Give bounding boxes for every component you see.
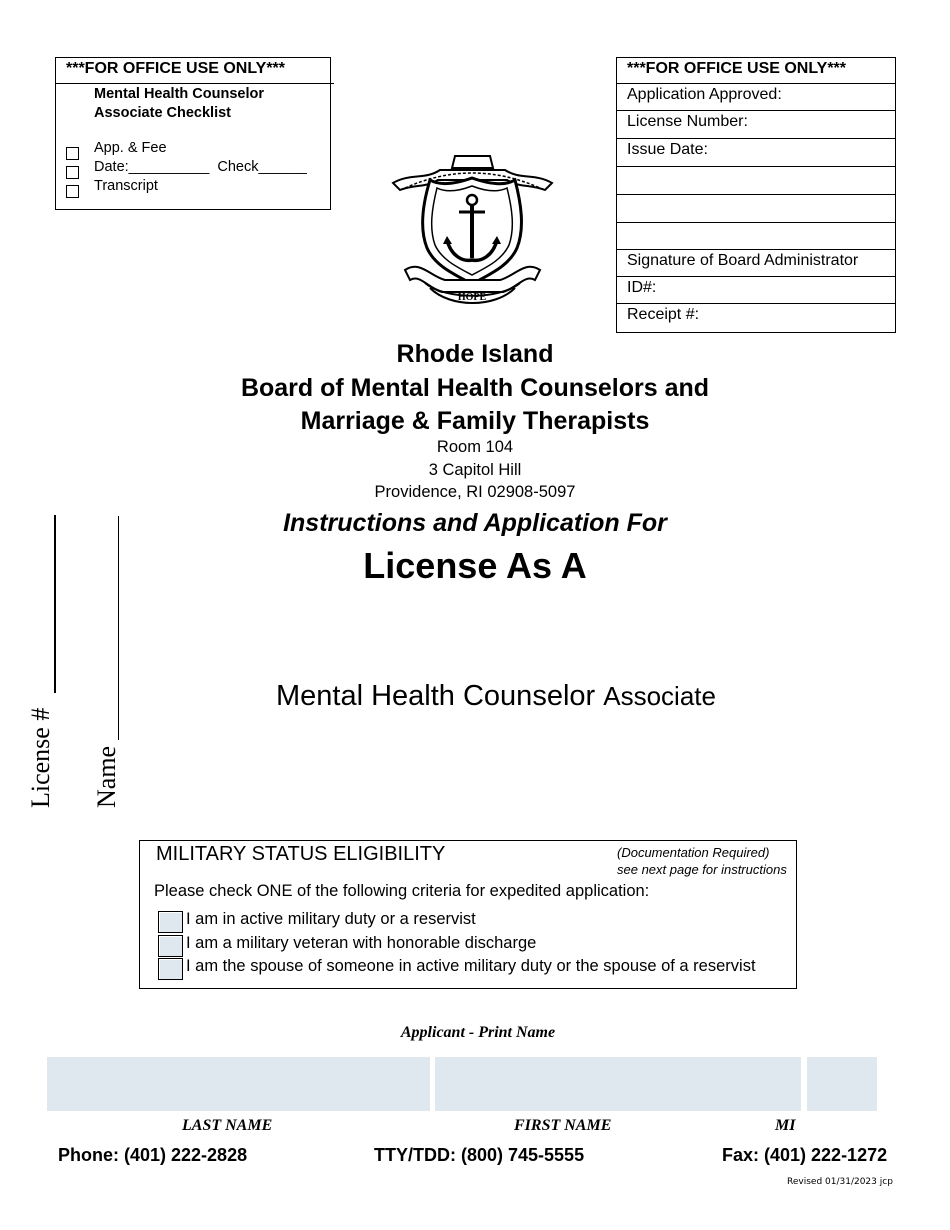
checklist-checkbox-transcript[interactable] [66,185,79,198]
military-prompt: Please check ONE of the following criteria for expedited application: [154,882,650,900]
office-use-header: ***FOR OFFICE USE ONLY*** [56,58,334,84]
profession-suffix: Associate [603,681,716,711]
mi-label: MI [775,1117,796,1134]
first-name-label: FIRST NAME [514,1117,612,1134]
seal-banner-text: HOPE [457,292,487,303]
fax-number: Fax: (401) 222-1272 [722,1145,888,1165]
issue-date-field[interactable]: Issue Date: [617,139,896,167]
rhode-island-seal-icon [385,148,560,310]
tty-number: TTY/TDD: (800) 745-5555 [374,1145,585,1165]
middle-initial-input[interactable] [807,1057,877,1111]
office-use-approval-box [616,57,896,333]
profession-name: Mental Health Counselor [276,680,596,712]
military-status-box [139,840,797,989]
blank-row[interactable] [617,223,896,250]
military-option-checkbox[interactable] [158,935,183,957]
state-title: Rhode Island [396,340,554,368]
name-label: Name [92,745,121,808]
checklist-item-transcript: Transcript [94,178,158,194]
checklist-item-app-fee: App. & Fee [94,140,167,156]
license-number-label: License # [26,707,55,808]
office-use-header: ***FOR OFFICE USE ONLY*** [617,58,895,84]
blank-row[interactable] [617,167,896,195]
checklist-checkbox-date[interactable] [66,166,79,179]
address-room: Room 104 [436,438,514,456]
revision-note: Revised 01/31/2023 jcp [787,1177,893,1187]
military-option-checkbox[interactable] [158,911,183,933]
license-number-field[interactable]: License Number: [617,111,896,139]
checklist-checkbox-app-fee[interactable] [66,147,79,160]
board-admin-signature-field[interactable]: Signature of Board Administrator [617,250,896,277]
board-title-line1: Board of Mental Health Counselors and [240,374,710,402]
address-street: 3 Capitol Hill [428,461,522,479]
license-number-line[interactable] [54,515,56,693]
last-name-input[interactable] [47,1057,430,1111]
phone-number: Phone: (401) 222-2828 [58,1145,248,1165]
last-name-label: LAST NAME [182,1117,273,1134]
id-number-field[interactable]: ID#: [617,277,896,304]
board-title-line2: Marriage & Family Therapists [300,407,650,435]
military-option-checkbox[interactable] [158,958,183,980]
receipt-number-field[interactable]: Receipt #: [627,306,700,323]
documentation-note: (Documentation Required) see next page for instructions [617,845,787,877]
instructions-heading: Instructions and Application For [283,509,667,537]
office-use-checklist-box [55,57,331,210]
first-name-input[interactable] [435,1057,801,1111]
license-heading: License As A [363,545,587,586]
name-line[interactable] [118,516,119,740]
military-option-veteran: I am a military veteran with honorable discharge [186,934,537,952]
profession-title [276,680,716,713]
military-option-active-duty: I am in active military duty or a reservist [186,910,476,928]
military-status-title: MILITARY STATUS ELIGIBILITY [156,843,446,865]
application-approved-field[interactable]: Application Approved: [617,84,896,111]
checklist-item-date-check: Date:__________ Check______ [94,159,307,175]
applicant-print-name-heading: Applicant - Print Name [400,1024,556,1041]
blank-row[interactable] [617,195,896,223]
military-option-spouse: I am the spouse of someone in active military duty or the spouse of a reservist [186,957,756,975]
checklist-title: Mental Health Counselor Associate Checklist [94,86,264,121]
address-city: Providence, RI 02908-5097 [374,483,576,501]
